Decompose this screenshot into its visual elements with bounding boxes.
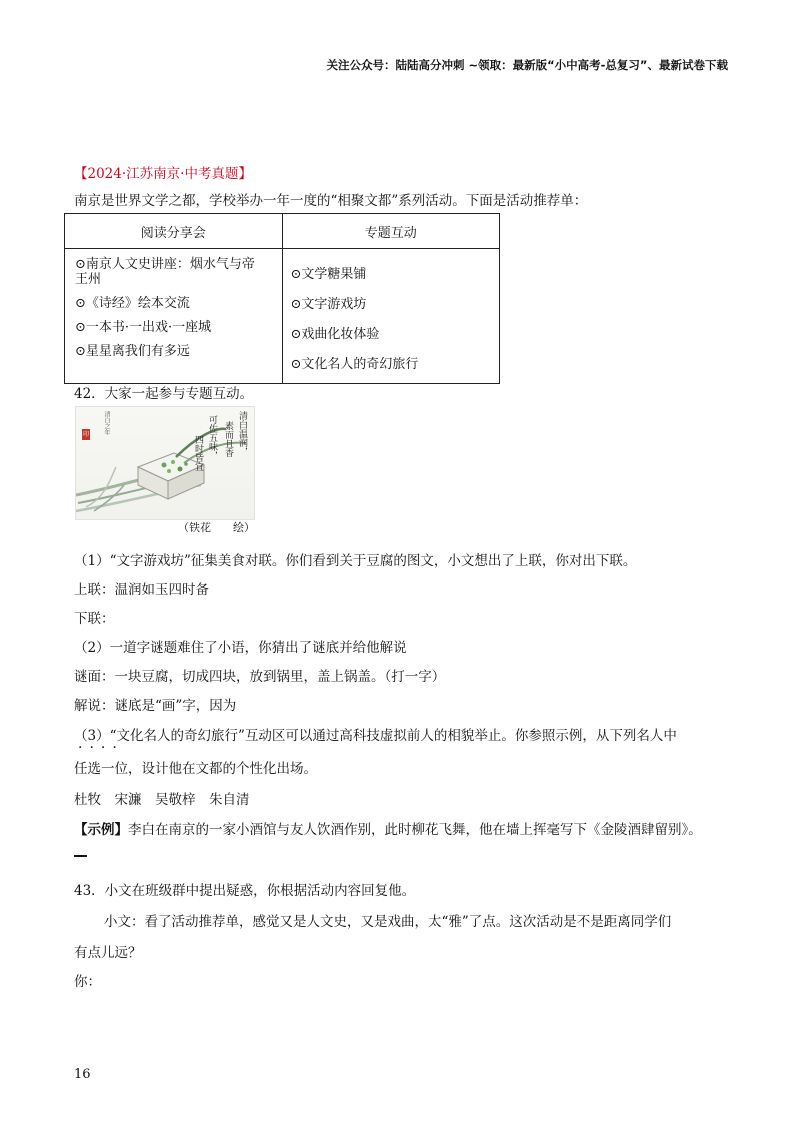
- reply-prompt: 你：: [74, 974, 101, 990]
- example-label: 【示例】: [74, 822, 128, 838]
- poem-line-2: 素而且香: [223, 421, 233, 457]
- reading-items-cell: [65, 249, 283, 384]
- list-item: ⊙文学糖果铺: [290, 267, 367, 282]
- activity-table: [64, 213, 500, 384]
- list-item: ⊙文化名人的奇幻旅行: [290, 357, 419, 372]
- list-item: ⊙文字游戏坊: [290, 297, 367, 312]
- table-header-reading: 阅读分享会: [65, 214, 283, 249]
- emphasis-dots: ····: [78, 740, 124, 756]
- poem-line-4: 四时皆宜: [193, 435, 203, 471]
- painting-inscription: 清白之年: [103, 411, 110, 435]
- xiaowen-line-1: 小文：看了活动推荐单，感觉又是人文史，又是戏曲，太“雅”了点。这次活动是不是距离同学们: [104, 914, 672, 930]
- page-header: 关注公众号：陆陆高分冲刺 ~领取：最新版“小中高考-总复习”、最新试卷下载: [326, 58, 728, 72]
- example-line: [74, 818, 702, 838]
- lower-couplet-prompt: 下联：: [74, 611, 115, 627]
- explain-prompt: 解说：谜底是“画”字，因为: [74, 698, 237, 714]
- question-42: 42．大家一起参与专题互动。: [74, 386, 254, 402]
- xiaowen-line-2: 有点儿远？: [74, 945, 142, 961]
- list-item: ⊙戏曲化妆体验: [290, 327, 380, 342]
- list-item: ⊙《诗经》绘本交流: [75, 296, 190, 311]
- subquestion-3-line-2: 任选一位，设计他在文都的个性化出场。: [74, 761, 317, 777]
- question-43: 43．小文在班级群中提出疑惑，你根据活动内容回复他。: [74, 883, 416, 899]
- page-number: 16: [74, 1067, 91, 1082]
- interaction-items-cell: [282, 249, 500, 384]
- seal-text: 印: [82, 431, 89, 438]
- poem-line-1: 清白温润，: [237, 411, 247, 456]
- painting-caption: （铁花 绘）: [178, 521, 255, 534]
- tofu-painting: [75, 406, 255, 520]
- list-item: ⊙星星离我们有多远: [75, 344, 190, 359]
- subquestion-3-line-1: （3）“文化名人的奇幻旅行”互动区可以通过高科技虚拟前人的相貌举止。你参照示例，从下列名人中: [74, 728, 677, 744]
- subquestion-2: （2）一道字谜题难住了小语，你猜出了谜底并给他解说: [74, 640, 407, 656]
- names-list: 杜牧 宋濂 吴敬梓 朱自清: [74, 792, 250, 808]
- intro-text: 南京是世界文学之都，学校举办一年一度的“相聚文都”系列活动。下面是活动推荐单：: [74, 193, 588, 209]
- subquestion-1: （1）“文字游戏坊”征集美食对联。你们看到关于豆腐的图文，小文想出了上联，你对出下联。: [74, 553, 637, 569]
- list-item: ⊙南京人文史讲座：烟水气与帝王州: [75, 257, 255, 287]
- answer-dash: [74, 855, 87, 857]
- table-header-interaction: 专题互动: [282, 214, 500, 249]
- upper-couplet: 上联：温润如玉四时备: [74, 582, 209, 598]
- source-label: 【2024·江苏南京·中考真题】: [74, 166, 252, 182]
- poem-line-3: 可佐五味，: [207, 415, 217, 460]
- example-text: 李白在南京的一家小酒馆与友人饮酒作别，此时柳花飞舞，他在墙上挥毫写下《金陵酒肆留别》。: [128, 822, 702, 838]
- list-item: ⊙一本书·一出戏·一座城: [75, 320, 212, 335]
- riddle-text: 谜面：一块豆腐，切成四块，放到锅里，盖上锅盖。（打一字）: [74, 669, 446, 685]
